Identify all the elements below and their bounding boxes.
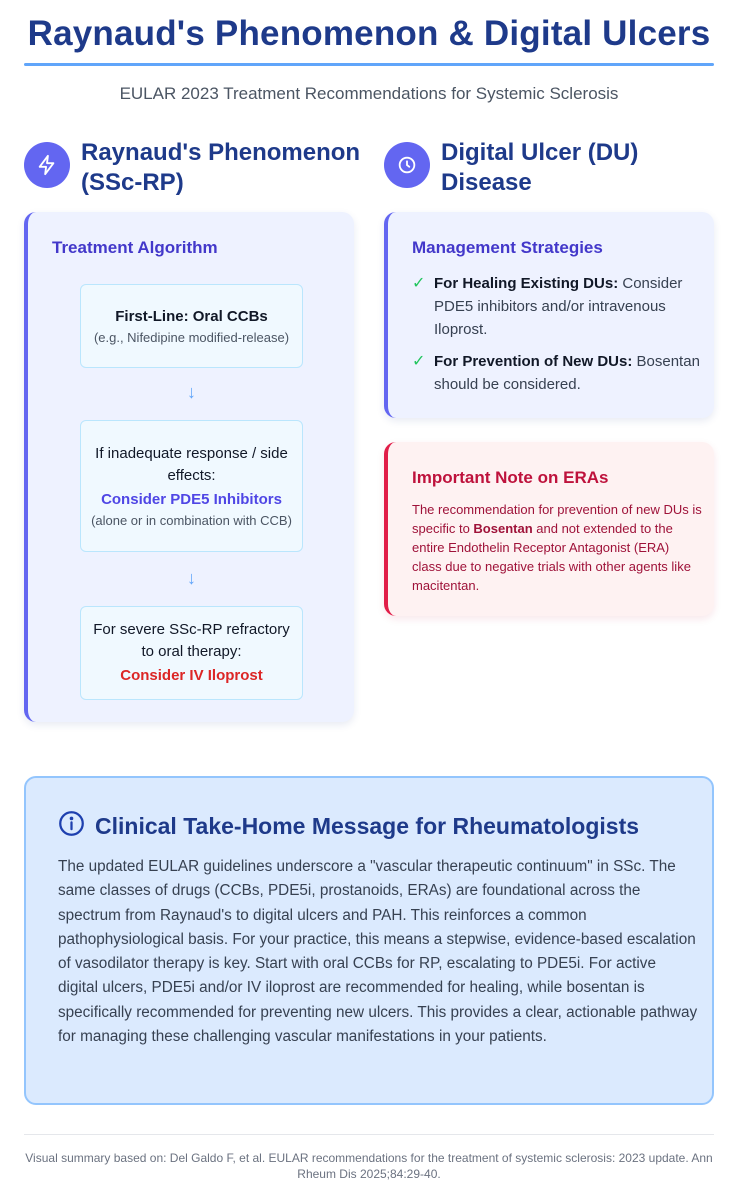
takehome-heading — [58, 810, 639, 842]
page-title: Raynaud's Phenomenon & Digital Ulcers — [27, 14, 711, 53]
step3-main: For severe SSc-RP refractory to oral therapy: — [93, 621, 290, 660]
takehome-body: The updated EULAR guidelines underscore a "vascular therapeutic continuum" in SSc. The same classes of drugs (CCBs, PDE5i, prostanoids, ERAs) are foundational across the spectrum from Raynaud's to digital ulcers and PAH. This reinforces a common pathophysiological basis. For your practice, this means a stepwise, evidence-based escalation of vasodilator therapy is key. Start with oral CCBs for RP, escalating to PDE5i. For active digital ulcers, PDE5i and/or IV iloprost are recommended for healing, while bosentan is specifically recommended for preventing new ulcers. This provides a clear, actionable pathway for managing these challenging vascular manifestations in your patients. — [58, 858, 698, 1046]
strategy-item-prevention — [412, 350, 702, 396]
du-title-line1: Digital Ulcer (DU) — [441, 139, 639, 166]
strategy-label: For Healing Existing DUs: — [434, 275, 619, 292]
title-divider — [24, 63, 714, 66]
strategy-desc: Bosentan should be considered. — [434, 353, 700, 393]
strategy-label: For Prevention of New DUs: — [434, 353, 633, 370]
step2-sub: (alone or in combination with CCB) — [91, 512, 292, 528]
strategy-text — [434, 272, 702, 341]
strategy-text — [434, 350, 702, 396]
era-note-text — [412, 500, 702, 595]
era-note-title: Important Note on ERAs — [412, 468, 609, 487]
rp-title-line1: Raynaud's Phenomenon — [81, 139, 361, 166]
management-strategies-title: Management Strategies — [412, 238, 603, 257]
algorithm-step-second-line — [80, 420, 303, 552]
footer-citation: Visual summary based on: Del Galdo F, et al. EULAR recommendations for the treatment of systemic sclerosis: 2023 update. Ann Rheum Dis 2025;84:29-40. — [25, 1151, 713, 1181]
check-icon: ✓ — [412, 275, 426, 292]
algorithm-step-first-line — [80, 284, 303, 368]
step1-sub: (e.g., Nifedipine modified-release) — [93, 329, 290, 345]
treatment-algorithm-title: Treatment Algorithm — [52, 238, 218, 257]
check-icon: ✓ — [412, 353, 426, 370]
page-subtitle: EULAR 2023 Treatment Recommendations for Systemic Sclerosis — [119, 84, 619, 103]
step2-main: If inadequate response / side effects: — [95, 444, 288, 484]
step3-highlight: Consider IV Iloprost — [120, 667, 263, 684]
strategy-desc: Consider PDE5 inhibitors and/or intravenous Iloprost. — [434, 275, 683, 338]
du-section-title — [441, 138, 638, 198]
strategy-item-healing — [412, 272, 702, 341]
note-text-before: The recommendation for prevention of new DUs is specific to — [412, 502, 702, 536]
takehome-title: Clinical Take-Home Message for Rheumatologists — [95, 812, 640, 839]
info-icon — [58, 810, 85, 842]
du-section-heading — [384, 138, 638, 198]
step1-main: First-Line: Oral CCBs — [115, 307, 268, 325]
arrow-down-icon: ↓ — [187, 568, 196, 588]
management-strategies-card — [384, 212, 714, 418]
algorithm-step-third-line — [80, 606, 303, 700]
footer-divider — [24, 1134, 714, 1135]
rp-section-heading — [24, 138, 360, 198]
lightning-icon — [24, 142, 70, 188]
rp-title-line2: (SSc-RP) — [81, 169, 184, 196]
arrow-down-icon: ↓ — [187, 382, 196, 402]
note-text-after: and not extended to the entire Endothelin Receptor Antagonist (ERA) class due to negative trials with other agents like macitentan. — [412, 521, 691, 593]
rp-section-title — [81, 138, 360, 198]
step2-highlight: Consider PDE5 Inhibitors — [101, 490, 282, 508]
treatment-algorithm-card — [24, 212, 354, 722]
takehome-message-box — [24, 776, 714, 1105]
clock-icon — [384, 142, 430, 188]
era-note-card — [384, 442, 714, 616]
du-title-line2: Disease — [441, 169, 532, 196]
note-text-bold: Bosentan — [473, 521, 533, 536]
